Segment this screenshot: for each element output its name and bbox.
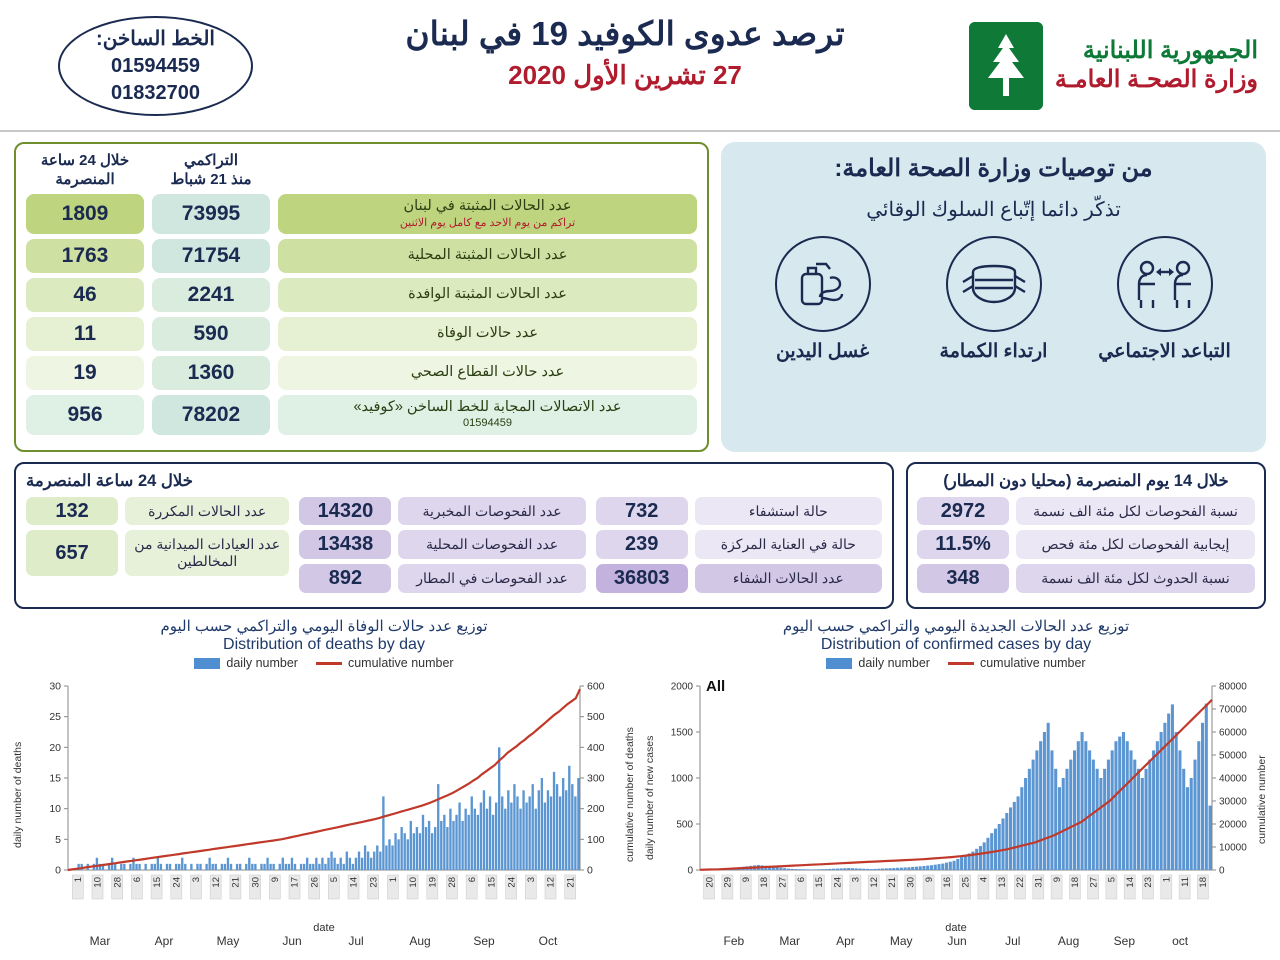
svg-text:1: 1 xyxy=(388,877,400,883)
svg-text:1: 1 xyxy=(1161,877,1173,883)
chart-plot-area-deaths xyxy=(10,670,638,920)
svg-text:6: 6 xyxy=(795,877,807,883)
chart-title-english: Distribution of deaths by day xyxy=(223,636,425,654)
page-header xyxy=(0,0,1280,132)
chart-legend xyxy=(10,656,638,670)
x-axis-month-labels xyxy=(642,934,1270,948)
table-row xyxy=(26,194,697,235)
table-row xyxy=(26,356,697,390)
month-label: Sep xyxy=(1113,934,1136,949)
svg-text:18: 18 xyxy=(1070,877,1082,888)
svg-text:9: 9 xyxy=(1051,877,1063,883)
svg-text:23: 23 xyxy=(1143,877,1155,888)
svg-text:10000: 10000 xyxy=(1219,842,1247,854)
svg-text:21: 21 xyxy=(887,877,899,888)
metric-value: 132 xyxy=(26,497,118,526)
page-title: ترصد عدوى الكوفيد 19 في لبنان xyxy=(405,15,845,52)
ministry-logo-block xyxy=(969,22,1258,110)
svg-text:27: 27 xyxy=(1088,877,1100,888)
svg-text:300: 300 xyxy=(587,772,605,785)
chart-title-arabic: توزيع عدد حالات الوفاة اليومي والتراكمي حسب اليوم xyxy=(160,618,488,636)
svg-text:18: 18 xyxy=(759,877,771,888)
metric-value: 36803 xyxy=(596,564,688,593)
row-label: عدد الاتصالات المجابة للخط الساخن «كوفيد» xyxy=(353,399,622,416)
hotline-label: الخط الساخن: xyxy=(96,27,215,50)
row-secondary-panels xyxy=(0,452,1280,609)
svg-text:22: 22 xyxy=(1015,877,1027,888)
legend-swatch-bar xyxy=(826,658,852,669)
row-advice-and-main-table xyxy=(0,132,1280,452)
face-mask-icon xyxy=(946,236,1042,332)
x-axis-label: date xyxy=(313,922,335,935)
svg-text:15: 15 xyxy=(814,877,826,888)
legend-swatch-bar xyxy=(194,658,220,669)
row-label: عدد الحالات المثبتة المحلية xyxy=(278,239,697,273)
chart-legend xyxy=(642,656,1270,670)
panel-last-24h xyxy=(14,462,894,609)
svg-text:5: 5 xyxy=(1106,877,1118,883)
row-value-last24: 11 xyxy=(26,317,144,351)
month-label: Aug xyxy=(1057,934,1080,949)
chart-deaths-by-day xyxy=(10,617,638,948)
svg-text:30: 30 xyxy=(49,680,61,693)
svg-text:16: 16 xyxy=(942,877,954,888)
metric-label: حالة في العناية المركزة xyxy=(695,530,882,559)
row-label: عدد الحالات المثبتة في لبنان xyxy=(403,197,572,214)
svg-text:19: 19 xyxy=(427,877,439,888)
month-label: Jul xyxy=(1005,934,1021,949)
row-value-cumulative: 590 xyxy=(152,317,270,351)
metric-value: 13438 xyxy=(299,530,391,559)
month-label: Jun xyxy=(947,934,967,949)
month-label: Mar xyxy=(89,934,111,949)
row-label: عدد حالات القطاع الصحي xyxy=(278,356,697,390)
panel-14-days xyxy=(906,462,1266,609)
svg-text:1000: 1000 xyxy=(670,773,693,785)
month-label: Oct xyxy=(538,934,558,949)
metric-value: 892 xyxy=(299,564,391,593)
charts-row xyxy=(0,609,1280,948)
metric-value: 348 xyxy=(917,564,1009,593)
svg-text:100: 100 xyxy=(587,833,605,846)
svg-text:1: 1 xyxy=(73,877,84,883)
table-row xyxy=(26,317,697,351)
svg-text:21: 21 xyxy=(565,877,577,888)
svg-text:10: 10 xyxy=(49,803,61,816)
svg-text:20: 20 xyxy=(49,741,61,754)
svg-text:31: 31 xyxy=(1033,877,1045,888)
svg-text:500: 500 xyxy=(676,819,693,831)
advice-label: التباعد الاجتماعي xyxy=(1098,341,1231,362)
svg-text:50000: 50000 xyxy=(1219,750,1247,762)
svg-text:6: 6 xyxy=(466,877,478,883)
svg-text:30: 30 xyxy=(905,877,917,888)
svg-text:40000: 40000 xyxy=(1219,773,1247,785)
svg-text:15: 15 xyxy=(49,772,61,785)
svg-text:30: 30 xyxy=(250,877,262,888)
hotline-number-1: 01594459 xyxy=(111,54,200,77)
row-value-last24: 956 xyxy=(26,395,144,435)
svg-text:28: 28 xyxy=(112,877,124,888)
svg-text:15: 15 xyxy=(151,877,163,888)
svg-text:200: 200 xyxy=(587,803,605,816)
svg-text:0: 0 xyxy=(687,865,693,877)
month-label: Apr xyxy=(836,934,855,949)
metric-label: عدد الحالات الشفاء xyxy=(695,564,882,593)
hotline-number-2: 01832700 xyxy=(111,81,200,104)
svg-text:9: 9 xyxy=(270,877,281,883)
legend-label: cumulative number xyxy=(979,656,1086,671)
row-label: عدد الحالات المثبتة الوافدة xyxy=(278,278,697,312)
metric-value: 732 xyxy=(596,497,688,526)
list-item xyxy=(596,530,882,559)
metric-label: عدد الفحوصات المحلية xyxy=(398,530,585,559)
cedar-tree-icon xyxy=(969,22,1043,110)
svg-text:18: 18 xyxy=(1198,877,1210,888)
legend-label: cumulative number xyxy=(347,656,454,671)
month-label: Apr xyxy=(154,934,174,949)
svg-text:3: 3 xyxy=(850,877,862,883)
list-item xyxy=(917,497,1255,526)
metric-label: نسبة الفحوصات لكل مئة الف نسمة xyxy=(1016,497,1255,526)
metric-value: 11.5% xyxy=(917,530,1009,559)
svg-text:26: 26 xyxy=(309,877,321,888)
svg-text:70000: 70000 xyxy=(1219,704,1247,716)
x-axis-month-labels xyxy=(10,934,638,948)
advice-title: من توصيات وزارة الصحة العامة: xyxy=(834,155,1153,182)
month-label: Feb xyxy=(723,934,745,949)
month-label: May xyxy=(889,934,913,949)
row-value-last24: 1809 xyxy=(26,194,144,235)
list-item xyxy=(299,530,585,559)
svg-text:21: 21 xyxy=(230,877,242,888)
row-value-last24: 1763 xyxy=(26,239,144,273)
metric-label: إيجابية الفحوصات لكل مئة فحص xyxy=(1016,530,1255,559)
svg-text:9: 9 xyxy=(923,877,935,883)
list-item xyxy=(299,497,585,526)
report-date: 27 تشرين الأول 2020 xyxy=(508,59,742,90)
metric-value: 239 xyxy=(596,530,688,559)
svg-text:15: 15 xyxy=(486,877,498,888)
advice-panel xyxy=(721,142,1266,452)
table-row xyxy=(26,239,697,273)
svg-text:10: 10 xyxy=(407,877,419,888)
svg-text:1500: 1500 xyxy=(670,727,693,739)
svg-text:20000: 20000 xyxy=(1219,819,1247,831)
svg-text:13: 13 xyxy=(996,877,1008,888)
ministry-republic-label: الجمهورية اللبنانية xyxy=(1082,37,1258,65)
ministry-health-label: وزارة الصحـة العامـة xyxy=(1054,66,1258,93)
row-value-cumulative: 1360 xyxy=(152,356,270,390)
month-label: Mar xyxy=(779,934,800,949)
advice-item-social-distancing xyxy=(1085,236,1245,363)
svg-text:12: 12 xyxy=(545,877,557,888)
svg-text:30000: 30000 xyxy=(1219,796,1247,808)
column-hospitalization xyxy=(596,497,882,598)
metric-label: نسبة الحدوث لكل مئة الف نسمة xyxy=(1016,564,1255,593)
advice-label: ارتداء الكمامة xyxy=(939,341,1048,362)
y-axis-label-left: daily number of deaths xyxy=(12,741,24,849)
advice-label: غسل اليدين xyxy=(775,341,870,362)
legend-swatch-line xyxy=(948,662,974,665)
metric-label: عدد الفحوصات المخبرية xyxy=(398,497,585,526)
metric-label: عدد الحالات المكررة xyxy=(125,497,289,526)
svg-text:24: 24 xyxy=(506,877,518,888)
row-value-cumulative: 78202 xyxy=(152,395,270,435)
row-sublabel: 01594459 xyxy=(463,417,512,430)
advice-subtitle: تذكّر دائما إتّباع السلوك الوقائي xyxy=(866,199,1121,221)
svg-text:0: 0 xyxy=(587,864,593,877)
panel-title: خلال 14 يوم المنصرمة (محليا دون المطار) xyxy=(943,471,1229,490)
metric-label: حالة استشفاء xyxy=(695,497,882,526)
list-item xyxy=(596,564,882,593)
main-statistics-table xyxy=(14,142,709,452)
svg-text:20: 20 xyxy=(704,877,716,888)
svg-text:0: 0 xyxy=(1219,865,1225,877)
svg-text:60000: 60000 xyxy=(1219,727,1247,739)
svg-text:29: 29 xyxy=(722,877,734,888)
svg-text:5: 5 xyxy=(329,877,340,883)
row-value-last24: 46 xyxy=(26,278,144,312)
list-item xyxy=(596,497,882,526)
metric-label: عدد الفحوصات في المطار xyxy=(398,564,585,593)
advice-item-face-mask xyxy=(914,236,1074,363)
chart-confirmed-cases-by-day xyxy=(642,617,1270,948)
svg-text:80000: 80000 xyxy=(1219,681,1247,693)
svg-text:27: 27 xyxy=(777,877,789,888)
chart-filter-badge[interactable]: All xyxy=(706,678,726,696)
metric-value: 657 xyxy=(26,530,118,576)
list-item xyxy=(26,497,289,526)
svg-text:500: 500 xyxy=(587,711,605,724)
svg-text:11: 11 xyxy=(1179,877,1191,887)
table-header-row xyxy=(26,152,697,194)
svg-text:23: 23 xyxy=(368,877,380,888)
row-sublabel: تراكم من يوم الاحد مع كامل يوم الاثنين xyxy=(399,216,576,229)
social-distancing-icon xyxy=(1117,236,1213,332)
panel-title: خلال 24 ساعة المنصرمة xyxy=(26,471,193,490)
svg-text:10: 10 xyxy=(92,877,104,888)
y-axis-label-right: cumulative number of deaths xyxy=(624,727,636,863)
month-label: Sep xyxy=(473,934,495,949)
svg-text:9: 9 xyxy=(740,877,752,883)
column-header-cumulative: التراكمي منذ 21 شباط xyxy=(170,152,252,188)
hand-wash-icon xyxy=(775,236,871,332)
list-item xyxy=(26,530,289,576)
y-axis-label-left: daily number of new cases xyxy=(644,735,656,860)
svg-text:25: 25 xyxy=(960,877,972,888)
svg-text:12: 12 xyxy=(868,877,880,888)
metric-value: 2972 xyxy=(917,497,1009,526)
svg-text:3: 3 xyxy=(526,877,537,883)
metric-label: عدد العيادات الميدانية من المخالطين xyxy=(125,530,289,576)
list-item xyxy=(917,564,1255,593)
svg-text:600: 600 xyxy=(587,680,605,693)
table-row xyxy=(26,278,697,312)
column-header-last-24h: خلال 24 ساعة المنصرمة xyxy=(40,152,130,188)
metric-value: 14320 xyxy=(299,497,391,526)
hotline-badge xyxy=(58,16,253,116)
svg-text:0: 0 xyxy=(55,864,61,877)
list-item xyxy=(917,530,1255,559)
svg-text:14: 14 xyxy=(1124,877,1136,888)
legend-swatch-line xyxy=(316,662,342,665)
svg-text:17: 17 xyxy=(289,877,301,888)
list-item xyxy=(299,564,585,593)
svg-text:2000: 2000 xyxy=(670,681,693,693)
svg-text:24: 24 xyxy=(171,877,183,888)
svg-text:24: 24 xyxy=(832,877,844,888)
row-value-cumulative: 73995 xyxy=(152,194,270,235)
legend-label: daily number xyxy=(858,656,930,671)
svg-text:28: 28 xyxy=(447,877,459,888)
month-label: Aug xyxy=(409,934,431,949)
chart-title-arabic: توزيع عدد الحالات الجديدة اليومي والتراكمي حسب اليوم xyxy=(782,618,1130,636)
advice-item-hand-wash xyxy=(743,236,903,363)
y-axis-label-right: cumulative number xyxy=(1256,755,1268,845)
column-tests xyxy=(299,497,585,598)
page-title-block xyxy=(300,14,950,91)
chart-title-english: Distribution of confirmed cases by day xyxy=(820,636,1092,654)
svg-text:14: 14 xyxy=(348,877,360,888)
month-label: May xyxy=(216,934,240,949)
month-label: Jun xyxy=(282,934,302,949)
svg-text:12: 12 xyxy=(210,877,222,888)
x-axis-label: date xyxy=(945,922,967,935)
svg-text:5: 5 xyxy=(55,833,61,846)
svg-text:4: 4 xyxy=(978,877,990,883)
svg-text:25: 25 xyxy=(49,711,61,724)
svg-text:3: 3 xyxy=(191,877,203,883)
svg-text:400: 400 xyxy=(587,741,605,754)
svg-text:6: 6 xyxy=(132,877,144,883)
row-label: عدد حالات الوفاة xyxy=(278,317,697,351)
chart-plot-area-cases xyxy=(642,670,1270,920)
row-value-last24: 19 xyxy=(26,356,144,390)
table-row xyxy=(26,395,697,435)
month-label: Jul xyxy=(348,934,364,949)
column-contacts xyxy=(26,497,289,598)
row-value-cumulative: 71754 xyxy=(152,239,270,273)
legend-label: daily number xyxy=(226,656,298,671)
row-value-cumulative: 2241 xyxy=(152,278,270,312)
month-label: oct xyxy=(1172,934,1189,949)
